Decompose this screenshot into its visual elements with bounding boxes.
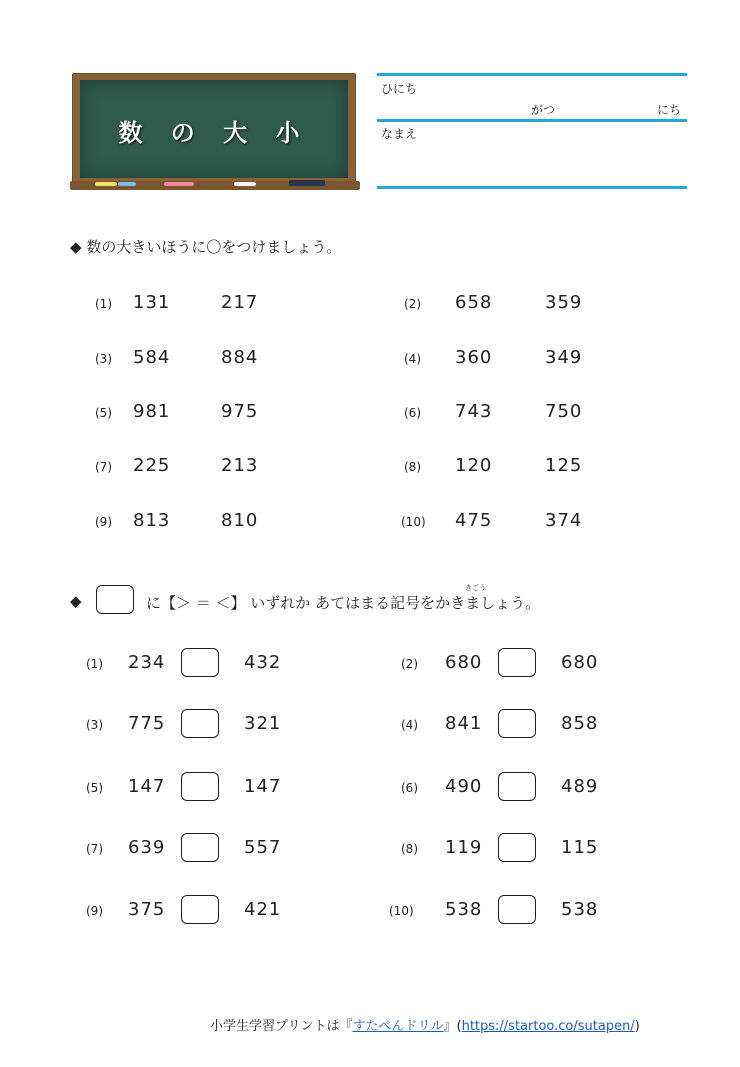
header-line-bottom (377, 186, 687, 189)
worksheet-title: 数 の 大 小 (118, 119, 310, 147)
problem-number: (7) (86, 842, 103, 856)
problem-number: (7) (95, 460, 112, 474)
section1-instruction (70, 236, 341, 257)
number-a: 490 (445, 776, 483, 797)
problem-number: (3) (95, 352, 112, 366)
problem-number: (3) (86, 718, 103, 732)
problem-number: (4) (404, 352, 421, 366)
number-a[interactable]: 225 (133, 455, 171, 476)
number-a: 375 (128, 899, 166, 920)
answer-box[interactable] (181, 772, 219, 801)
problem-number: (4) (401, 718, 418, 732)
number-a: 639 (128, 837, 166, 858)
number-b: 557 (244, 837, 282, 858)
section1-instruction-text: 数の大きいほうに〇をつけましょう。 (86, 238, 342, 256)
number-b: 538 (561, 899, 599, 920)
instruction-example-box (96, 585, 134, 614)
number-a: 841 (445, 713, 483, 734)
furigana: きごう (465, 584, 486, 592)
problem-number: (8) (404, 460, 421, 474)
number-b[interactable]: 349 (545, 347, 583, 368)
number-a: 538 (445, 899, 483, 920)
problem-number: (6) (401, 781, 418, 795)
url-link[interactable]: https://startoo.co/sutapen/ (461, 1019, 635, 1034)
problem-number: (2) (404, 297, 421, 311)
problem-number: (2) (401, 657, 418, 671)
number-a: 234 (128, 652, 166, 673)
answer-box[interactable] (498, 648, 536, 677)
number-b[interactable]: 213 (221, 455, 259, 476)
problem-number: (5) (86, 781, 103, 795)
chalk-pink (164, 182, 194, 186)
section2-instruction (70, 592, 82, 610)
number-a[interactable]: 743 (455, 401, 493, 422)
problem-number: (9) (95, 515, 112, 529)
chalk-yellow (95, 182, 117, 186)
problem-number: (8) (401, 842, 418, 856)
number-a: 775 (128, 713, 166, 734)
problem-number: (9) (86, 904, 103, 918)
number-b: 680 (561, 652, 599, 673)
number-a: 119 (445, 837, 483, 858)
month-label: がつ (531, 103, 556, 117)
date-label: ひにち (381, 82, 418, 96)
number-a[interactable]: 584 (133, 347, 171, 368)
answer-box[interactable] (181, 648, 219, 677)
number-a: 680 (445, 652, 483, 673)
eraser (289, 180, 325, 186)
problem-number: (10) (401, 515, 426, 529)
number-b: 147 (244, 776, 282, 797)
diamond-bullet-icon: ◆ (70, 592, 82, 610)
number-a[interactable]: 813 (133, 510, 171, 531)
number-b[interactable]: 125 (545, 455, 583, 476)
number-b: 321 (244, 713, 282, 734)
number-b: 858 (561, 713, 599, 734)
number-b[interactable]: 975 (221, 401, 259, 422)
diamond-bullet-icon: ◆ (70, 238, 82, 256)
number-a[interactable]: 131 (133, 292, 171, 313)
footer: 小学生学習プリントは『すたぺんドリル』(https://startoo.co/sutapen/) (210, 1019, 640, 1034)
header-line-top (377, 73, 687, 76)
number-a[interactable]: 120 (455, 455, 493, 476)
number-b: 432 (244, 652, 282, 673)
number-b: 115 (561, 837, 599, 858)
number-a: 147 (128, 776, 166, 797)
answer-box[interactable] (181, 709, 219, 738)
problem-number: (1) (95, 297, 112, 311)
problem-number: (5) (95, 406, 112, 420)
number-b: 421 (244, 899, 282, 920)
answer-box[interactable] (498, 833, 536, 862)
answer-box[interactable] (498, 709, 536, 738)
answer-box[interactable] (498, 772, 536, 801)
number-b: 489 (561, 776, 599, 797)
name-label: なまえ (381, 127, 418, 141)
chalk-blue (118, 182, 136, 186)
day-label: にち (657, 103, 682, 117)
number-b[interactable]: 374 (545, 510, 583, 531)
number-a[interactable]: 475 (455, 510, 493, 531)
answer-box[interactable] (498, 895, 536, 924)
kanji-with-ruby: 記号 (390, 594, 421, 612)
problem-number: (10) (389, 904, 414, 918)
chalk-white (234, 182, 256, 186)
number-b[interactable]: 750 (545, 401, 583, 422)
site-link[interactable]: すたぺんドリル (352, 1019, 444, 1034)
number-b[interactable]: 359 (545, 292, 583, 313)
number-b[interactable]: 884 (221, 347, 259, 368)
number-a[interactable]: 658 (455, 292, 493, 313)
number-a[interactable]: 981 (133, 401, 171, 422)
number-b[interactable]: 810 (221, 510, 259, 531)
section2-instruction-text: に【＞ ＝ ＜】 いずれか あてはまる記号をかきましょう。 (146, 594, 541, 612)
problem-number: (1) (86, 657, 103, 671)
number-a[interactable]: 360 (455, 347, 493, 368)
header-line-middle (377, 119, 687, 122)
answer-box[interactable] (181, 895, 219, 924)
number-b[interactable]: 217 (221, 292, 259, 313)
problem-number: (6) (404, 406, 421, 420)
answer-box[interactable] (181, 833, 219, 862)
